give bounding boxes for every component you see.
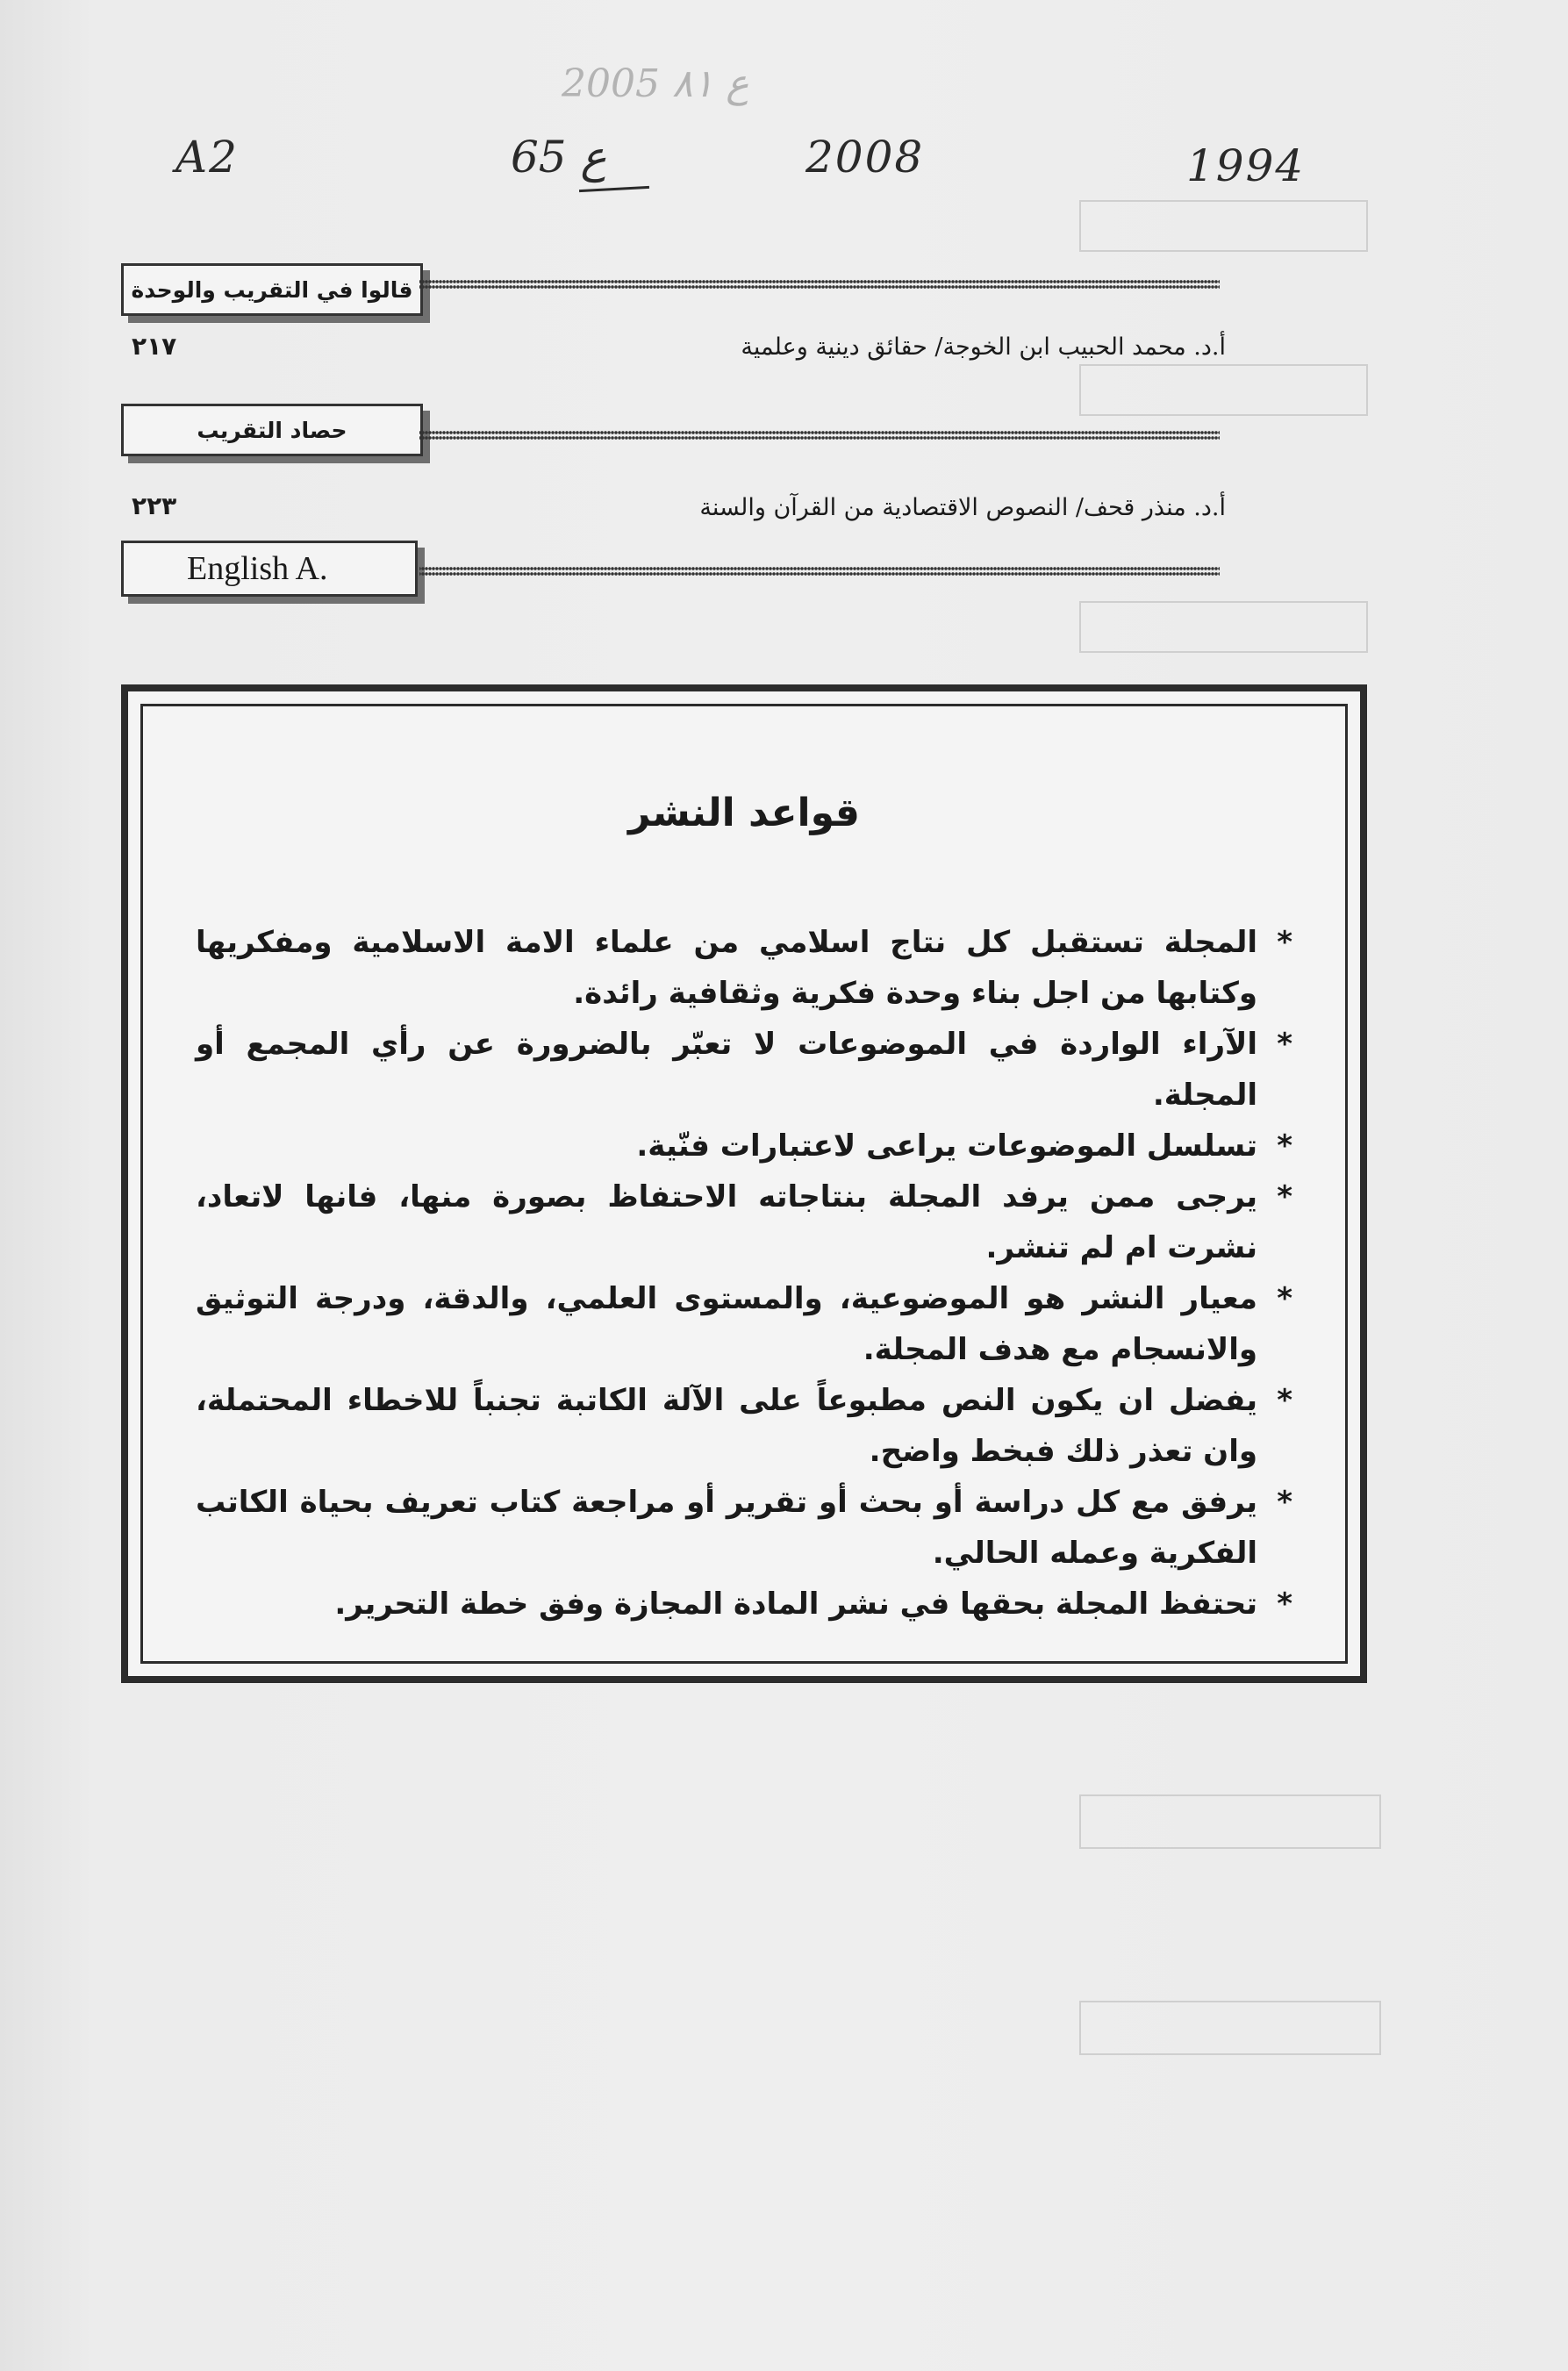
faint-handwriting: 2005 ع ٨١ [562, 61, 749, 106]
rule-item: * يفضل ان يكون النص مطبوعاً على الآلة الكاتبة تجنباً للاخطاء المحتملة، وان تعذر ذلك فبخط واضح. [196, 1383, 1292, 1469]
publication-rules-box [121, 684, 1367, 1683]
dotted-rule [419, 279, 1220, 290]
ghost-box [1079, 364, 1368, 416]
article-entry: أ.د. منذر قحف/ النصوص الاقتصادية من القرآن والسنة [699, 494, 1226, 521]
handwritten-code: A2 [175, 132, 239, 183]
rules-inner-frame [140, 704, 1348, 1664]
section-title: حصاد التقريب [197, 417, 347, 443]
page-number: ٢١٧ [132, 332, 177, 361]
handwritten-number: 1994 [1186, 140, 1306, 191]
rule-item: * يرجى ممن يرفد المجلة بنتاجاته الاحتفاظ بصورة منها، فانها لاتعاد، نشرت ام لم تنشر. [196, 1179, 1292, 1265]
ghost-box [1079, 601, 1368, 653]
page-number: ٢٢٣ [132, 491, 177, 520]
section-title: English A. [187, 550, 328, 587]
rules-list [196, 917, 1292, 1630]
section-title: قالوا في التقريب والوحدة [131, 276, 413, 303]
rule-item: * تحتفظ المجلة بحقها في نشر المادة المجازة وفق خطة التحرير. [334, 1587, 1292, 1622]
article-entry: أ.د. محمد الحبيب ابن الخوجة/ حقائق دينية وعلمية [741, 333, 1226, 361]
handwritten-year: 2008 [805, 132, 925, 183]
handwritten-underline [579, 186, 649, 192]
section-header-box [121, 404, 423, 456]
rules-title: قواعد النشر [628, 791, 860, 835]
rule-item: * معيار النشر هو الموضوعية، والمستوى العلمي، والدقة، ودرجة التوثيق والانسجام مع هدف المجلة. [196, 1281, 1292, 1367]
rule-item: * تسلسل الموضوعات يراعى لاعتبارات فنّية. [636, 1128, 1292, 1164]
rule-item: * الآراء الواردة في الموضوعات لا تعبّر بالضرورة عن رأي المجمع أو المجلة. [196, 1027, 1292, 1113]
dotted-rule [419, 566, 1220, 577]
section-header-box [121, 263, 423, 316]
ghost-box [1079, 1794, 1381, 1849]
handwritten-volume: 65 ع [511, 132, 607, 183]
dotted-rule [419, 430, 1220, 441]
ghost-box [1079, 200, 1368, 252]
rule-item: * المجلة تستقبل كل نتاج اسلامي من علماء الامة الاسلامية ومفكريها وكتابها من اجل بناء وحدة فكرية وثقافية رائدة. [196, 925, 1292, 1011]
ghost-box [1079, 2001, 1381, 2055]
section-header-box [121, 541, 418, 597]
rule-item: * يرفق مع كل دراسة أو بحث أو تقرير أو مراجعة كتاب تعريف بحياة الكاتب الفكرية وعمله الحالي. [196, 1485, 1292, 1571]
